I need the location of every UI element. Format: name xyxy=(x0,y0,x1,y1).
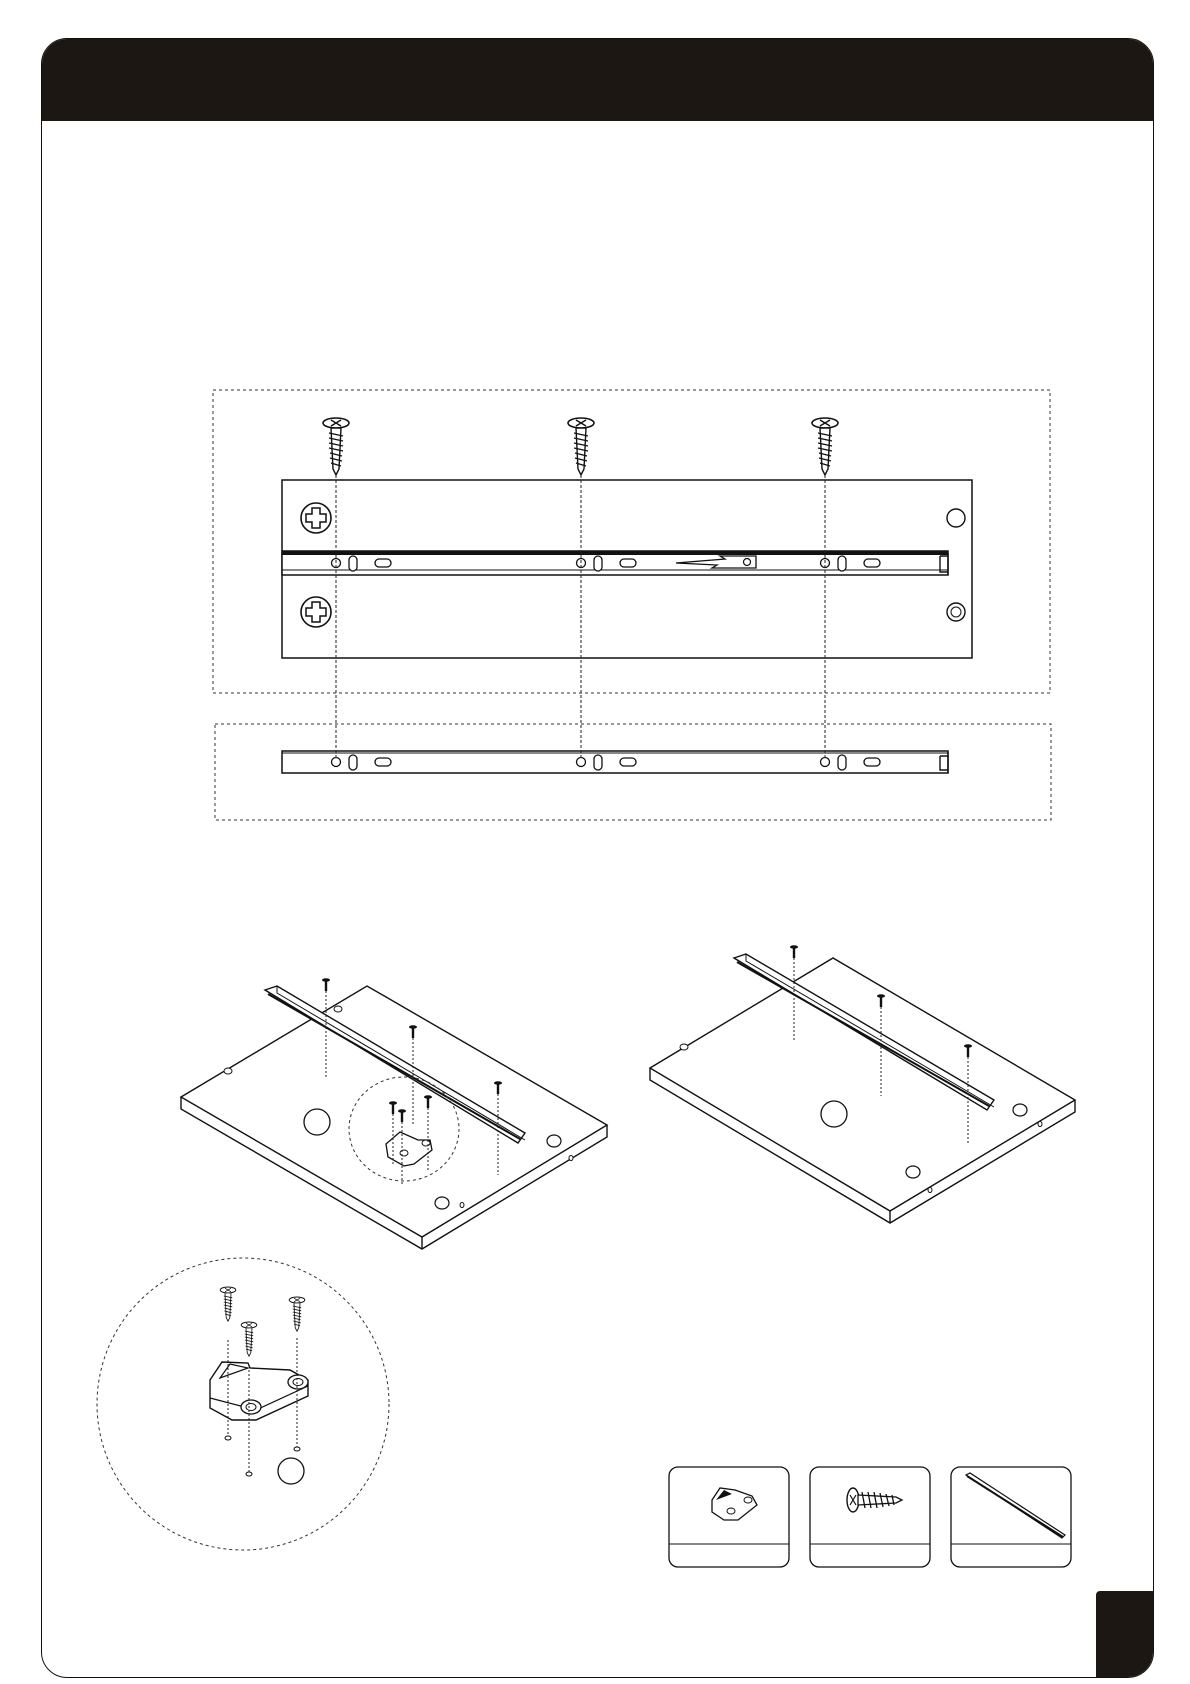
assembly-right-figure xyxy=(650,945,1075,1223)
rail-detail-figure xyxy=(213,390,1051,820)
part-card-latch-bracket xyxy=(669,1467,789,1567)
cam-hole-icon xyxy=(301,503,331,533)
screw-icon xyxy=(322,978,330,991)
dowel-hole xyxy=(947,509,965,527)
zoom-detail-figure xyxy=(97,1258,389,1550)
drawer-rail-upper xyxy=(282,551,948,575)
cam-hole-icon xyxy=(301,597,331,627)
screw-icon xyxy=(220,1287,236,1321)
parts-list xyxy=(669,1467,1071,1567)
part-card-rail xyxy=(951,1467,1071,1567)
dowel-hole xyxy=(947,603,965,621)
screw-icon xyxy=(812,418,838,475)
screw-icon xyxy=(568,418,594,475)
drawer-rail-lower xyxy=(282,751,948,773)
screw-icon xyxy=(790,945,798,958)
screw-icon xyxy=(323,418,349,475)
screw-icon xyxy=(289,1297,305,1331)
part-card-screw xyxy=(810,1467,930,1567)
assembly-left-figure xyxy=(181,978,607,1249)
screw-icon xyxy=(241,1322,257,1356)
